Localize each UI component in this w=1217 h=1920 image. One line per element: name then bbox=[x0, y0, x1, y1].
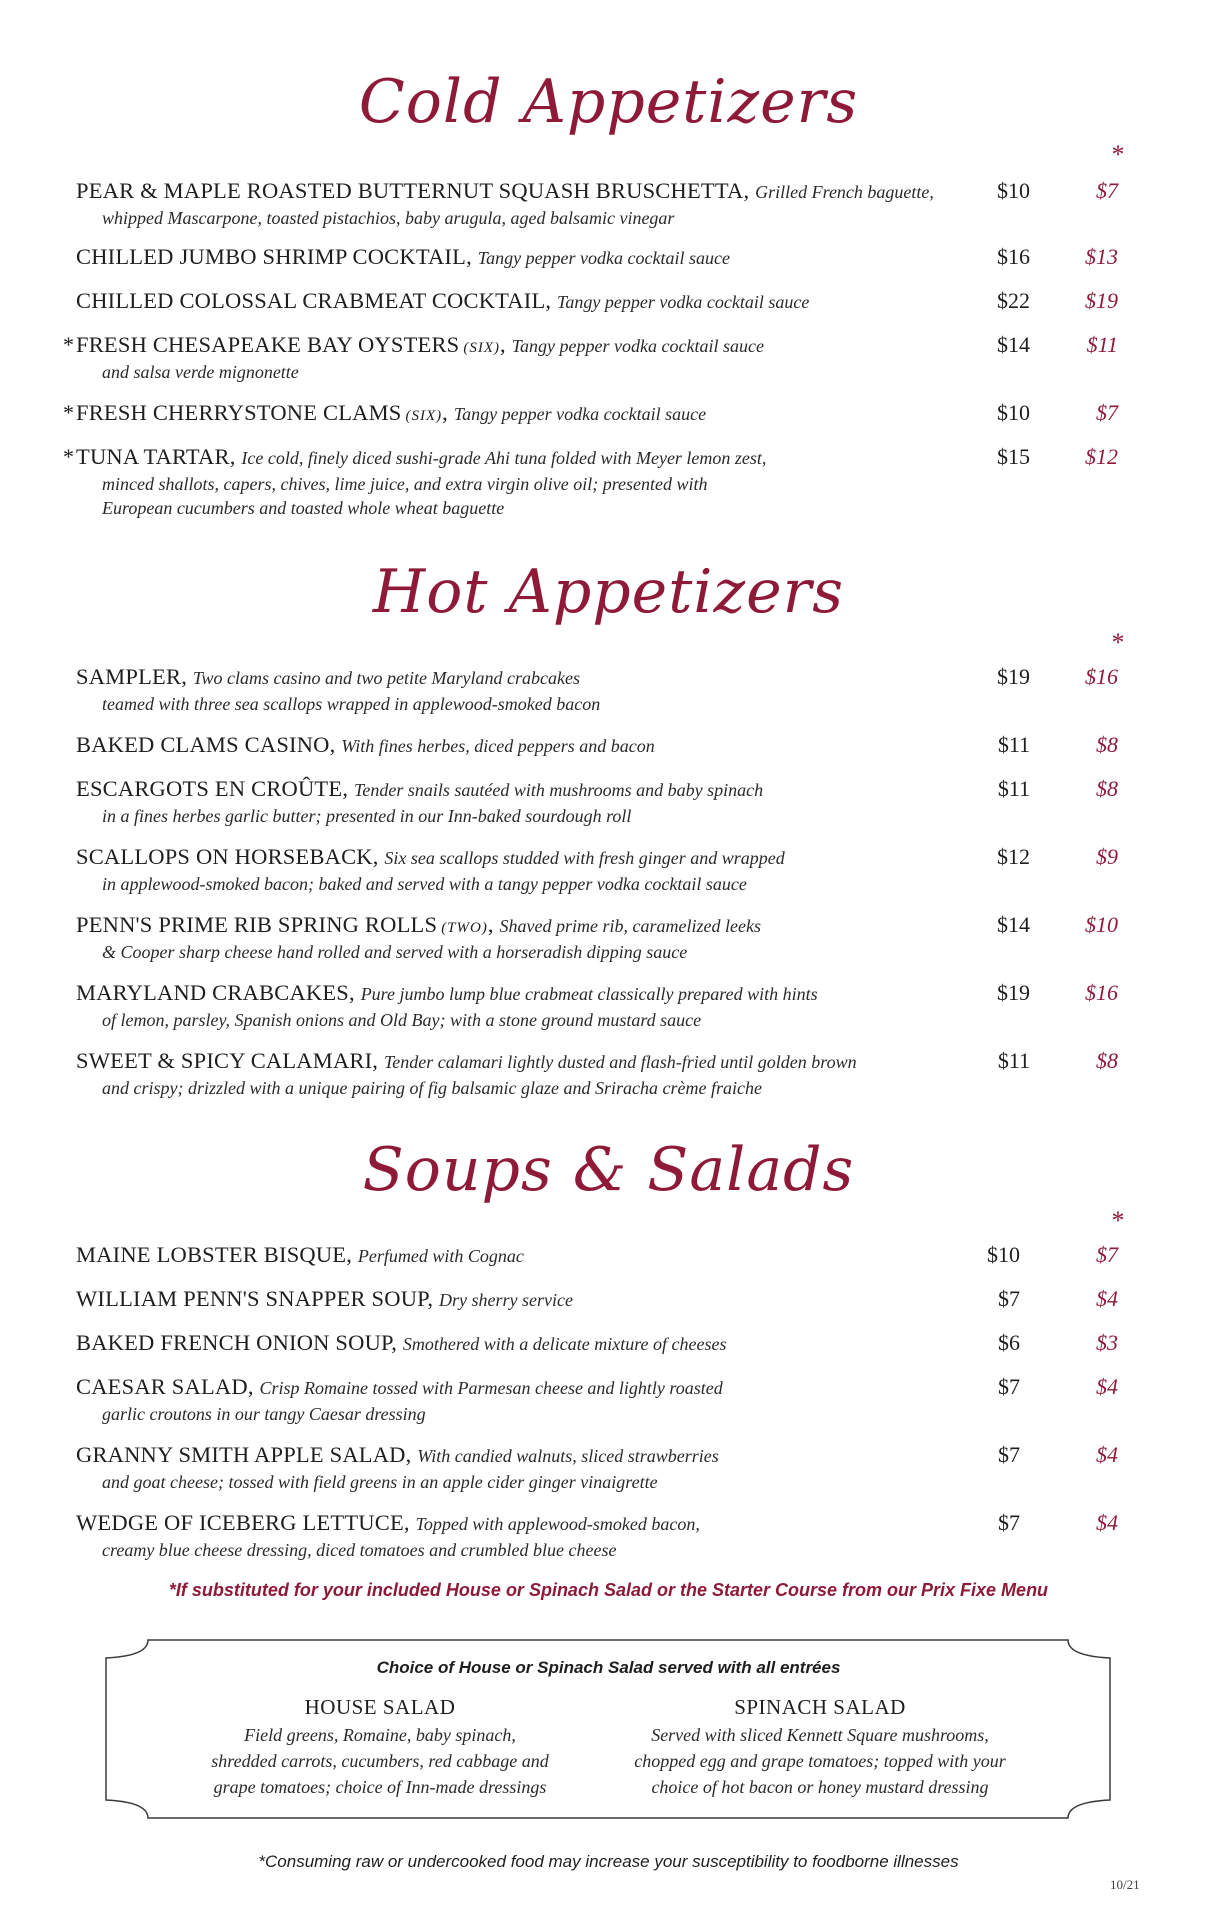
menu-item-count: (SIX) bbox=[463, 340, 501, 356]
menu-item-comma: , bbox=[346, 1242, 358, 1267]
raw-item-asterisk: * bbox=[63, 400, 74, 425]
menu-item-count: (TWO) bbox=[441, 920, 488, 936]
menu-item-substitution-price: $11 bbox=[1086, 332, 1118, 357]
menu-item-substitution-price: $7 bbox=[1096, 178, 1118, 203]
menu-item-description-continued: whipped Mascarpone, toasted pistachios, baby arugula, aged balsamic vinegar bbox=[102, 208, 675, 228]
menu-item-substitution-price: $16 bbox=[1085, 664, 1118, 689]
raw-item-asterisk: * bbox=[63, 332, 74, 357]
spinach-salad-line: Served with sliced Kennett Square mushrooms, bbox=[651, 1725, 989, 1745]
menu-item-comma: , bbox=[247, 1374, 260, 1399]
menu-item-name: BAKED CLAMS CASINO bbox=[76, 732, 330, 757]
menu-item-name: WEDGE OF ICEBERG LETTUCE bbox=[76, 1510, 404, 1535]
menu-item-description: Perfumed with Cognac bbox=[357, 1246, 524, 1266]
menu-item-comma: , bbox=[229, 444, 242, 469]
menu-item-substitution-price: $8 bbox=[1096, 1048, 1118, 1073]
menu-item-comma: , bbox=[743, 178, 756, 203]
menu-item-comma: , bbox=[500, 332, 512, 357]
menu-item-description: Six sea scallops studded with fresh ginger and wrapped bbox=[384, 848, 785, 868]
menu-item-name: MARYLAND CRABCAKES bbox=[76, 980, 350, 1005]
menu-item-comma: , bbox=[466, 244, 478, 269]
menu-item-name: BAKED FRENCH ONION SOUP bbox=[76, 1330, 392, 1355]
menu-item-price: $22 bbox=[970, 286, 1030, 316]
menu-item-comma: , bbox=[181, 664, 193, 689]
menu-item-name: PENN'S PRIME RIB SPRING ROLLS bbox=[76, 912, 438, 937]
menu-item-description: Tangy pepper vodka cocktail sauce bbox=[511, 336, 764, 356]
menu-item-name: SCALLOPS ON HORSEBACK bbox=[76, 844, 373, 869]
menu-item-name: CHILLED JUMBO SHRIMP COCKTAIL bbox=[76, 244, 467, 269]
menu-item-name: FRESH CHESAPEAKE BAY OYSTERS bbox=[76, 332, 460, 357]
house-salad-line: Field greens, Romaine, baby spinach, bbox=[244, 1725, 516, 1745]
menu-item-substitution-price: $8 bbox=[1096, 776, 1118, 801]
menu-item-substitution-price: $7 bbox=[1096, 400, 1118, 425]
menu-item-substitution-price: $4 bbox=[1096, 1510, 1118, 1535]
menu-item-price: $7 bbox=[960, 1284, 1020, 1314]
menu-item-comma: , bbox=[487, 912, 500, 937]
menu-item-substitution-price: $4 bbox=[1096, 1374, 1118, 1399]
menu-item-price: $7 bbox=[960, 1372, 1020, 1402]
house-salad-line: shredded carrots, cucumbers, red cabbage and bbox=[211, 1751, 549, 1771]
menu-item-comma: , bbox=[427, 1286, 440, 1311]
menu-item-description-continued: in applewood-smoked bacon; baked and served with a tangy pepper vodka cocktail sauce bbox=[102, 874, 747, 894]
house-salad bbox=[170, 1692, 590, 1800]
menu-item-description-continued: and crispy; drizzled with a unique pairing of fig balsamic glaze and Sriracha crème fraiche bbox=[102, 1078, 762, 1098]
menu-item-substitution-price: $8 bbox=[1096, 732, 1118, 757]
menu-item-description-continued: teamed with three sea scallops wrapped in applewood-smoked bacon bbox=[102, 694, 601, 714]
menu-item-name: CAESAR SALAD bbox=[76, 1374, 248, 1399]
menu-item-substitution-price: $19 bbox=[1085, 288, 1118, 313]
menu-item-price: $14 bbox=[970, 330, 1030, 360]
menu-item-price: $6 bbox=[960, 1328, 1020, 1358]
menu-item-name: GRANNY SMITH APPLE SALAD bbox=[76, 1442, 406, 1467]
menu-item-price: $11 bbox=[970, 730, 1030, 760]
menu-item-price: $12 bbox=[970, 842, 1030, 872]
section-title: Cold Appetizers bbox=[358, 67, 859, 137]
menu-item-substitution-price: $9 bbox=[1096, 844, 1118, 869]
spinach-salad-line: chopped egg and grape tomatoes; topped with your bbox=[634, 1751, 1006, 1771]
menu-item-comma: , bbox=[391, 1330, 403, 1355]
menu-item-description: Ice cold, finely diced sushi-grade Ahi tuna folded with Meyer lemon zest, bbox=[241, 448, 767, 468]
section-title: Soups & Salads bbox=[362, 1135, 855, 1205]
menu-item-price: $14 bbox=[970, 910, 1030, 940]
menu-item-description: Topped with applewood-smoked bacon, bbox=[415, 1514, 700, 1534]
menu-item-description: Grilled French baguette, bbox=[755, 182, 934, 202]
menu-item-name: PEAR & MAPLE ROASTED BUTTERNUT SQUASH BRUSCHETTA bbox=[76, 178, 744, 203]
substitution-price-marker: * bbox=[1111, 1206, 1125, 1235]
house-salad-title: HOUSE SALAD bbox=[304, 1695, 456, 1719]
menu-item-description-continued: and salsa verde mignonette bbox=[102, 362, 299, 382]
menu-item-substitution-price: $4 bbox=[1096, 1286, 1118, 1311]
salad-box-heading: Choice of House or Spinach Salad served with all entrées bbox=[376, 1658, 841, 1677]
menu-item-description: Crisp Romaine tossed with Parmesan cheese and lightly roasted bbox=[259, 1378, 723, 1398]
menu-item-comma: , bbox=[405, 1442, 418, 1467]
menu-item-description: Shaved prime rib, caramelized leeks bbox=[499, 916, 761, 936]
menu-item-description-continued: minced shallots, capers, chives, lime juice, and extra virgin olive oil; presented with bbox=[102, 474, 708, 494]
section-title: Hot Appetizers bbox=[372, 557, 845, 627]
menu-item-description-continued: and goat cheese; tossed with field greens in an apple cider ginger vinaigrette bbox=[102, 1472, 658, 1492]
menu-item-description: Tender snails sautéed with mushrooms and baby spinach bbox=[353, 780, 764, 800]
menu-item-description: Smothered with a delicate mixture of cheeses bbox=[402, 1334, 727, 1354]
menu-item-description: Pure jumbo lump blue crabmeat classically prepared with hints bbox=[360, 984, 818, 1004]
menu-item-description-continued: & Cooper sharp cheese hand rolled and served with a horseradish dipping sauce bbox=[102, 942, 688, 962]
substitution-price-marker: * bbox=[1111, 628, 1125, 657]
menu-item-name: SWEET & SPICY CALAMARI bbox=[76, 1048, 373, 1073]
menu-item-description: Tangy pepper vodka cocktail sauce bbox=[453, 404, 707, 424]
menu-item-name: SAMPLER bbox=[76, 664, 182, 689]
raw-item-asterisk: * bbox=[63, 444, 74, 469]
menu-item-comma: , bbox=[372, 844, 385, 869]
menu-item-comma: , bbox=[545, 288, 558, 313]
menu-item-description-continued: garlic croutons in our tangy Caesar dressing bbox=[102, 1404, 426, 1424]
menu-item-description: Tangy pepper vodka cocktail sauce bbox=[477, 248, 730, 268]
menu-item-description: Dry sherry service bbox=[439, 1290, 574, 1310]
menu-item-price: $15 bbox=[970, 442, 1030, 472]
menu-item-comma: , bbox=[442, 400, 454, 425]
menu-item-substitution-price: $16 bbox=[1085, 980, 1118, 1005]
menu-item-substitution-price: $4 bbox=[1096, 1442, 1118, 1467]
menu-item-price: $7 bbox=[960, 1508, 1020, 1538]
menu-item-description-continued: in a fines herbes garlic butter; presented in our Inn-baked sourdough roll bbox=[102, 806, 632, 826]
substitution-price-marker: * bbox=[1111, 140, 1125, 169]
spinach-salad-title: SPINACH SALAD bbox=[734, 1695, 906, 1719]
menu-item-name: FRESH CHERRYSTONE CLAMS bbox=[76, 400, 402, 425]
menu-item-substitution-price: $7 bbox=[1096, 1242, 1118, 1267]
menu-item-price: $7 bbox=[960, 1440, 1020, 1470]
menu-item-price: $19 bbox=[970, 978, 1030, 1008]
menu-item-price: $11 bbox=[970, 774, 1030, 804]
menu-item-substitution-price: $3 bbox=[1096, 1330, 1118, 1355]
menu-item-name: WILLIAM PENN'S SNAPPER SOUP bbox=[76, 1286, 428, 1311]
substitution-note: *If substituted for your included House or Spinach Salad or the Starter Course from our Prix Fixe Menu bbox=[168, 1580, 1049, 1600]
menu-item-price: $16 bbox=[970, 242, 1030, 272]
version-code: 10/21 bbox=[1110, 1877, 1140, 1892]
menu-item-comma: , bbox=[329, 732, 342, 757]
house-salad-line: grape tomatoes; choice of Inn-made dressings bbox=[213, 1777, 547, 1797]
raw-food-warning: *Consuming raw or undercooked food may increase your susceptibility to foodborne illnesses bbox=[258, 1852, 959, 1871]
menu-item-description: With fines herbes, diced peppers and bacon bbox=[341, 736, 655, 756]
spinach-salad bbox=[610, 1692, 1030, 1800]
menu-item-comma: , bbox=[372, 1048, 384, 1073]
menu-item-description-continued: creamy blue cheese dressing, diced tomatoes and crumbled blue cheese bbox=[102, 1540, 617, 1560]
menu-item-comma: , bbox=[403, 1510, 416, 1535]
menu-item-price: $19 bbox=[970, 662, 1030, 692]
menu-item-description: Tender calamari lightly dusted and flash-fried until golden brown bbox=[383, 1052, 857, 1072]
menu-item-substitution-price: $12 bbox=[1085, 444, 1118, 469]
menu-item-comma: , bbox=[342, 776, 354, 801]
menu-item-price: $10 bbox=[970, 176, 1030, 206]
menu-item-description-continued: European cucumbers and toasted whole wheat baguette bbox=[102, 498, 505, 518]
menu-item-count: (SIX) bbox=[405, 408, 443, 424]
menu-item-name: MAINE LOBSTER BISQUE bbox=[76, 1242, 347, 1267]
menu-item-price: $10 bbox=[970, 398, 1030, 428]
menu-item-substitution-price: $13 bbox=[1085, 244, 1118, 269]
menu-item-description: Two clams casino and two petite Maryland crabcakes bbox=[192, 668, 580, 688]
menu-item-name: TUNA TARTAR bbox=[76, 444, 230, 469]
menu-item-price: $11 bbox=[970, 1046, 1030, 1076]
menu-item-description-continued: of lemon, parsley, Spanish onions and Old Bay; with a stone ground mustard sauce bbox=[102, 1010, 702, 1030]
menu-item-name: CHILLED COLOSSAL CRABMEAT COCKTAIL bbox=[76, 288, 546, 313]
spinach-salad-line: choice of hot bacon or honey mustard dressing bbox=[651, 1777, 989, 1797]
menu-item-description: Tangy pepper vodka cocktail sauce bbox=[557, 292, 810, 312]
menu-item-substitution-price: $10 bbox=[1085, 912, 1118, 937]
menu-item-description: With candied walnuts, sliced strawberries bbox=[417, 1446, 719, 1466]
menu-item-comma: , bbox=[349, 980, 361, 1005]
menu-item-name: ESCARGOTS EN CROÛTE bbox=[76, 776, 343, 801]
menu-item-price: $10 bbox=[960, 1240, 1020, 1270]
